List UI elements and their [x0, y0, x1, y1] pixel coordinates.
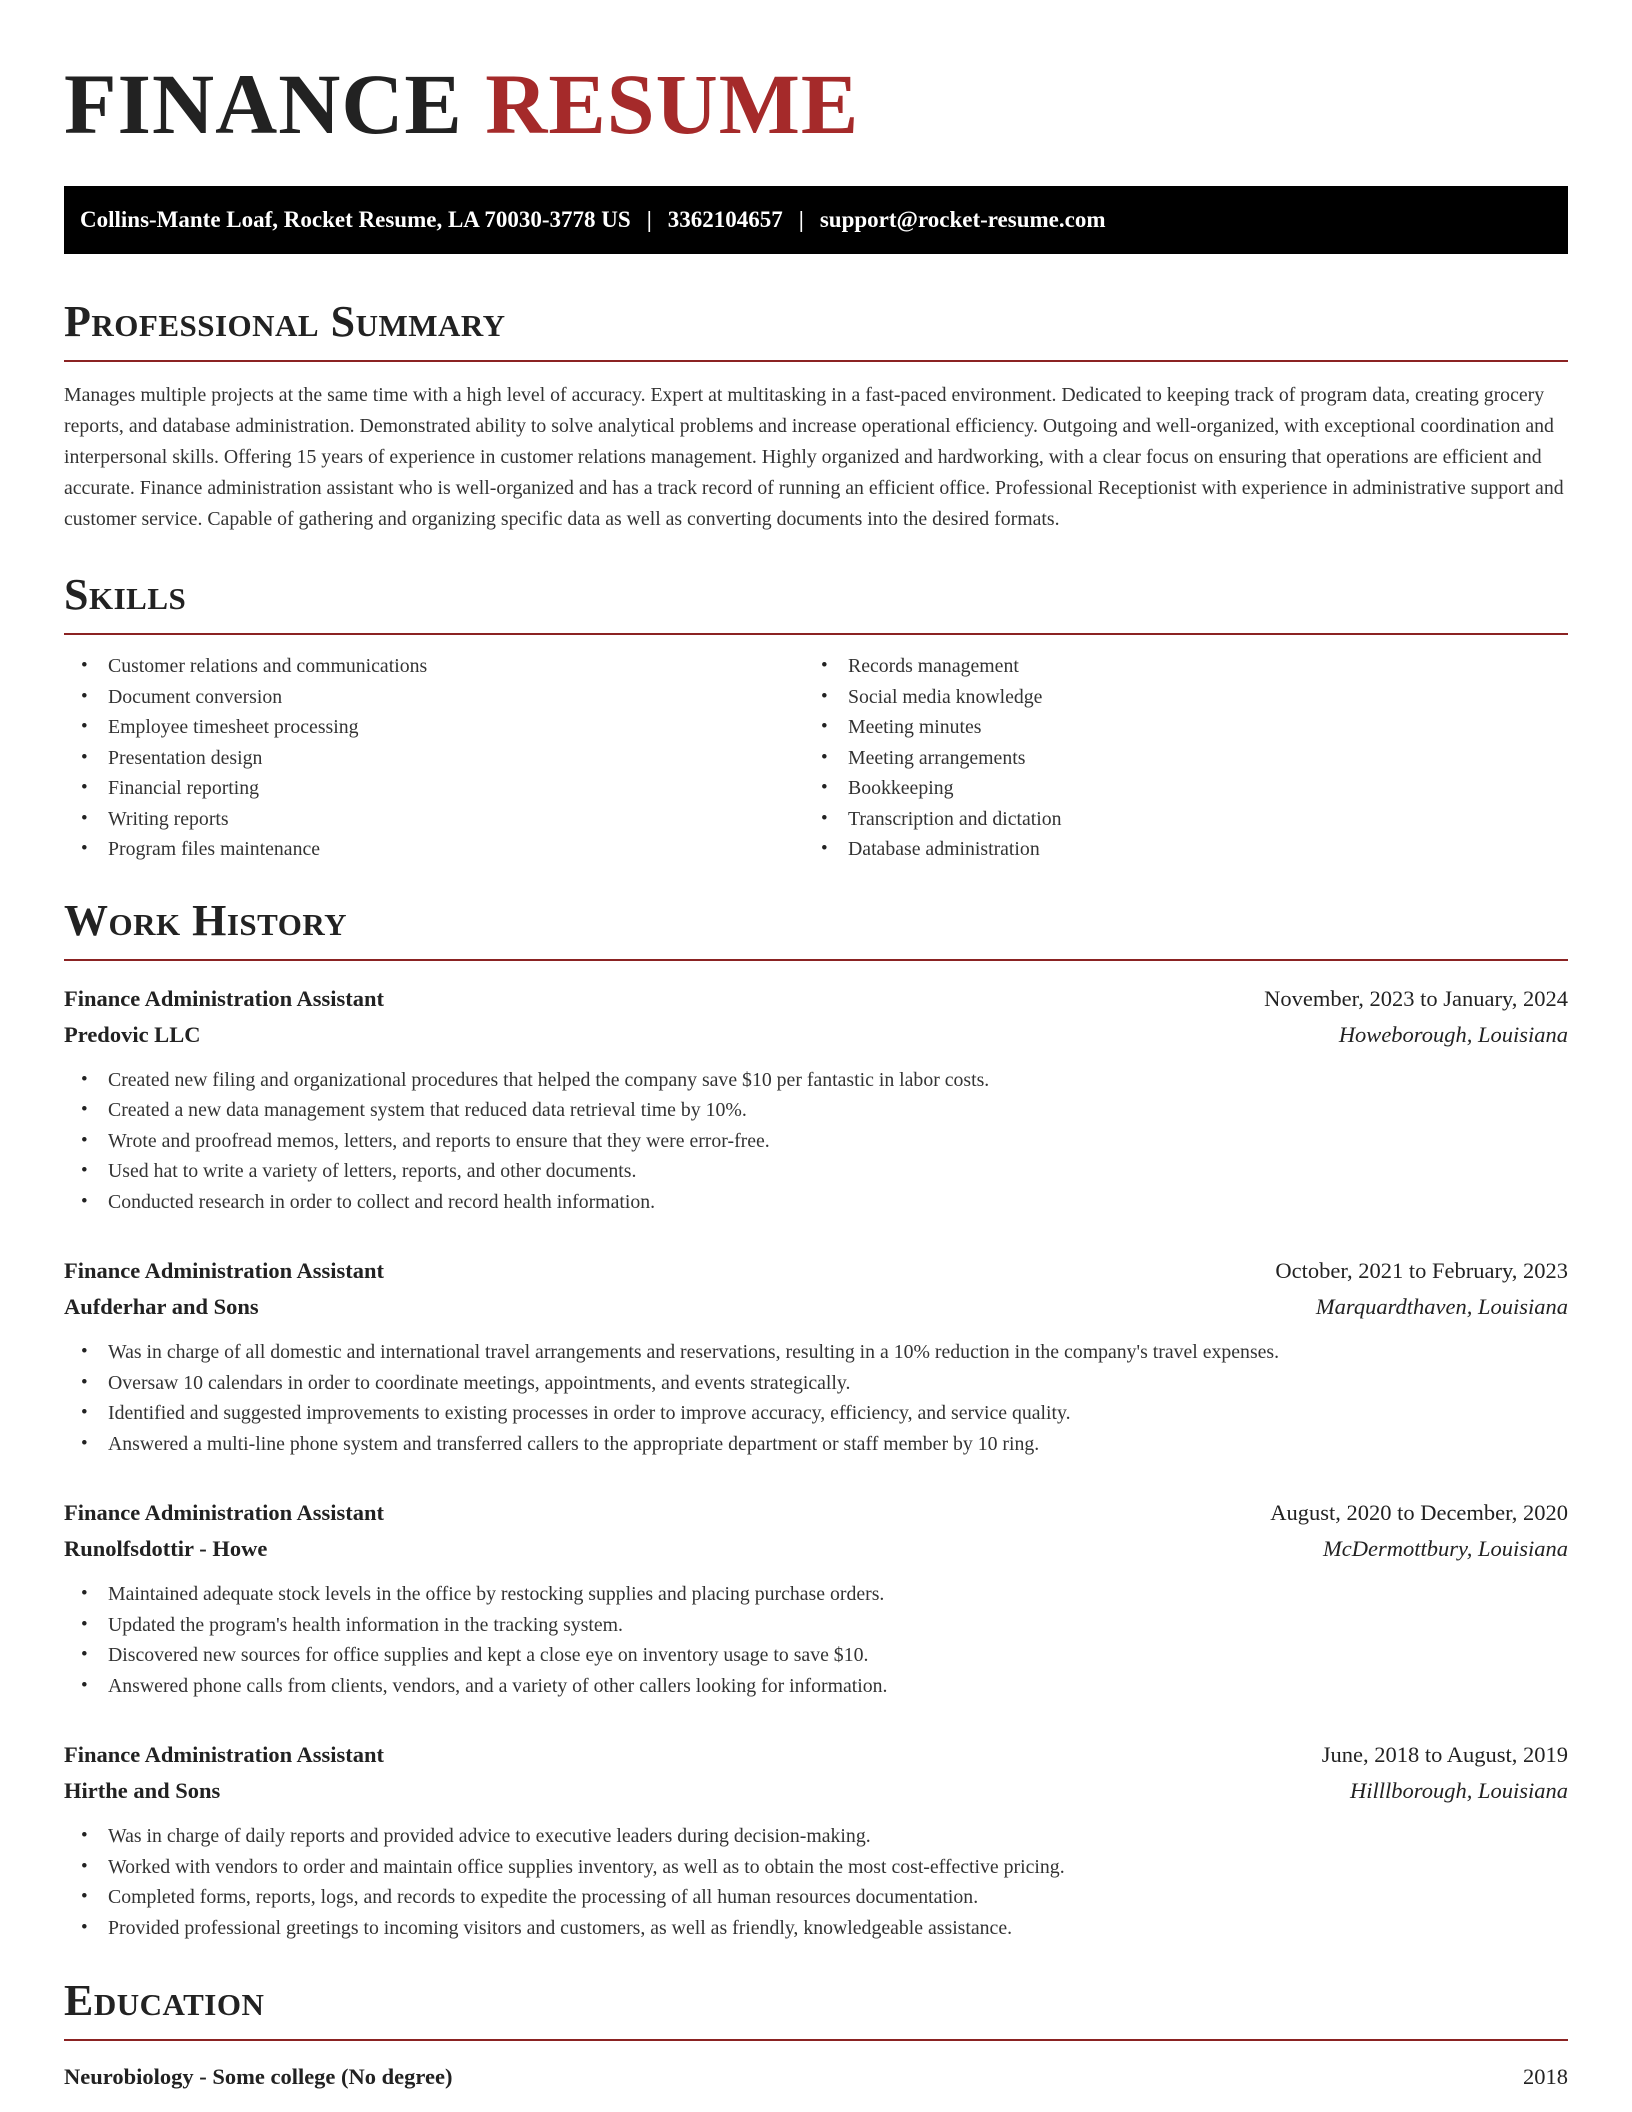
job-bullet: • Was in charge of all domestic and international travel arrangements and reservations, resulting in a 10% reduction in the company's travel expenses. — [64, 1337, 1568, 1368]
skill-item: • Transcription and dictation — [804, 804, 1544, 835]
job-location: Howeborough, Louisiana — [1338, 1021, 1568, 1047]
skill-item: • Meeting minutes — [804, 712, 1544, 743]
work-history-heading: Work History — [64, 895, 348, 945]
job-company: Aufderhar and Sons — [64, 1294, 259, 1319]
education-section — [64, 1975, 1568, 2095]
education-degree: Neurobiology - Some college (No degree) — [64, 2064, 453, 2089]
contact-separator: | — [798, 207, 804, 232]
job-bullets — [64, 1579, 1568, 1701]
skills-column-left — [64, 651, 804, 865]
job-title: Finance Administration Assistant — [64, 1258, 385, 1283]
resume-title — [64, 56, 1568, 152]
skill-item: • Bookkeeping — [804, 773, 1544, 804]
job-bullet: • Identified and suggested improvements to existing processes in order to improve accuracy, efficiency, and service quality. — [64, 1398, 1568, 1429]
summary-section — [64, 296, 1568, 535]
job-entry — [64, 981, 1568, 1218]
skill-item: • Writing reports — [64, 804, 804, 835]
job-entry — [64, 1737, 1568, 1943]
skills-column-right — [804, 651, 1544, 865]
job-bullet: • Oversaw 10 calendars in order to coordinate meetings, appointments, and events strategically. — [64, 1368, 1568, 1399]
section-divider — [64, 2039, 1568, 2041]
job-bullet: • Answered phone calls from clients, vendors, and a variety of other callers looking for information. — [64, 1671, 1568, 1702]
job-title: Finance Administration Assistant — [64, 985, 385, 1011]
skill-item: • Program files maintenance — [64, 834, 804, 865]
work-history-section — [64, 895, 1568, 1944]
job-dates: June, 2018 to August, 2019 — [1321, 1742, 1568, 1767]
contact-separator: | — [646, 207, 652, 232]
skills-grid — [64, 651, 1568, 865]
job-bullet: • Completed forms, reports, logs, and records to expedite the processing of all human resources documentation. — [64, 1882, 1568, 1913]
contact-phone: 3362104657 — [667, 207, 783, 232]
section-divider — [64, 959, 1568, 961]
skill-item: • Financial reporting — [64, 773, 804, 804]
job-company: Runolfsdottir - Howe — [64, 1536, 268, 1561]
summary-text: Manages multiple projects at the same time with a high level of accuracy. Expert at multitasking in a fast-paced environment. Dedicated to keeping track of program data, creating grocery reports, and database administration. Demonstrated ability to solve analytical problems and increase operational efficiency. Outgoing and well-organized, with exceptional coordination and interpersonal skills. Offering 15 years of experience in customer relations management. Highly organized and hardworking, with a clear focus on ensuring that operations are efficient and accurate. Finance administration assistant who is well-organized and has a track record of running an efficient office. Professional Receptionist with experience in administrative support and customer service. Capable of gathering and organizing specific data as well as converting documents into the desired formats. — [64, 384, 1564, 530]
job-entry — [64, 1495, 1568, 1701]
education-entry — [64, 2059, 1568, 2095]
section-divider — [64, 633, 1568, 635]
job-bullet: • Answered a multi-line phone system and transferred callers to the appropriate department or staff member by 10 ring. — [64, 1429, 1568, 1460]
contact-email: support@rocket-resume.com — [819, 207, 1106, 232]
job-dates: August, 2020 to December, 2020 — [1270, 1500, 1568, 1525]
skills-section — [64, 569, 1568, 865]
skill-item: • Presentation design — [64, 743, 804, 774]
skill-item: • Meeting arrangements — [804, 743, 1544, 774]
job-bullet: • Conducted research in order to collect and record health information. — [64, 1187, 1568, 1218]
skill-item: • Social media knowledge — [804, 682, 1544, 713]
job-bullet: • Used hat to write a variety of letters, reports, and other documents. — [64, 1156, 1568, 1187]
skills-heading: Skills — [64, 570, 187, 619]
job-dates: October, 2021 to February, 2023 — [1275, 1258, 1568, 1283]
job-bullets — [64, 1065, 1568, 1218]
job-company: Hirthe and Sons — [64, 1778, 221, 1803]
skill-item: • Records management — [804, 651, 1544, 682]
title-part-1: FINANCE — [64, 56, 463, 152]
job-title: Finance Administration Assistant — [64, 1742, 385, 1767]
job-bullets — [64, 1821, 1568, 1943]
job-entry — [64, 1253, 1568, 1459]
job-title: Finance Administration Assistant — [64, 1500, 385, 1525]
job-location: Marquardthaven, Louisiana — [1315, 1294, 1568, 1319]
job-company: Predovic LLC — [64, 1021, 201, 1047]
skill-item: • Document conversion — [64, 682, 804, 713]
contact-address: Collins-Mante Loaf, Rocket Resume, LA 70030-3778 US — [80, 207, 631, 232]
job-bullet: • Maintained adequate stock levels in the office by restocking supplies and placing purchase orders. — [64, 1579, 1568, 1610]
title-part-2: RESUME — [485, 56, 860, 152]
skill-item: • Database administration — [804, 834, 1544, 865]
job-bullet: • Wrote and proofread memos, letters, and reports to ensure that they were error-free. — [64, 1126, 1568, 1157]
job-bullet: • Provided professional greetings to incoming visitors and customers, as well as friendly, knowledgeable assistance. — [64, 1913, 1568, 1944]
job-bullet: • Was in charge of daily reports and provided advice to executive leaders during decision-making. — [64, 1821, 1568, 1852]
job-dates: November, 2023 to January, 2024 — [1264, 985, 1568, 1011]
skill-item: • Employee timesheet processing — [64, 712, 804, 743]
job-location: Hilllborough, Louisiana — [1350, 1778, 1568, 1803]
section-divider — [64, 360, 1568, 362]
job-bullets — [64, 1337, 1568, 1459]
job-bullet: • Created a new data management system that reduced data retrieval time by 10%. — [64, 1095, 1568, 1126]
education-heading: Education — [64, 1976, 265, 2025]
job-bullet: • Discovered new sources for office supplies and kept a close eye on inventory usage to save $10. — [64, 1640, 1568, 1671]
job-bullet: • Worked with vendors to order and maintain office supplies inventory, as well as to obtain the most cost-effective pricing. — [64, 1852, 1568, 1883]
education-year: 2018 — [1523, 2064, 1568, 2089]
skill-item: • Customer relations and communications — [64, 651, 804, 682]
job-bullet: • Created new filing and organizational procedures that helped the company save $10 per fantastic in labor costs. — [64, 1065, 1568, 1096]
job-bullet: • Updated the program's health information in the tracking system. — [64, 1610, 1568, 1641]
job-location: McDermottbury, Louisiana — [1323, 1536, 1568, 1561]
summary-heading: Professional Summary — [64, 297, 506, 346]
contact-bar — [64, 186, 1568, 254]
